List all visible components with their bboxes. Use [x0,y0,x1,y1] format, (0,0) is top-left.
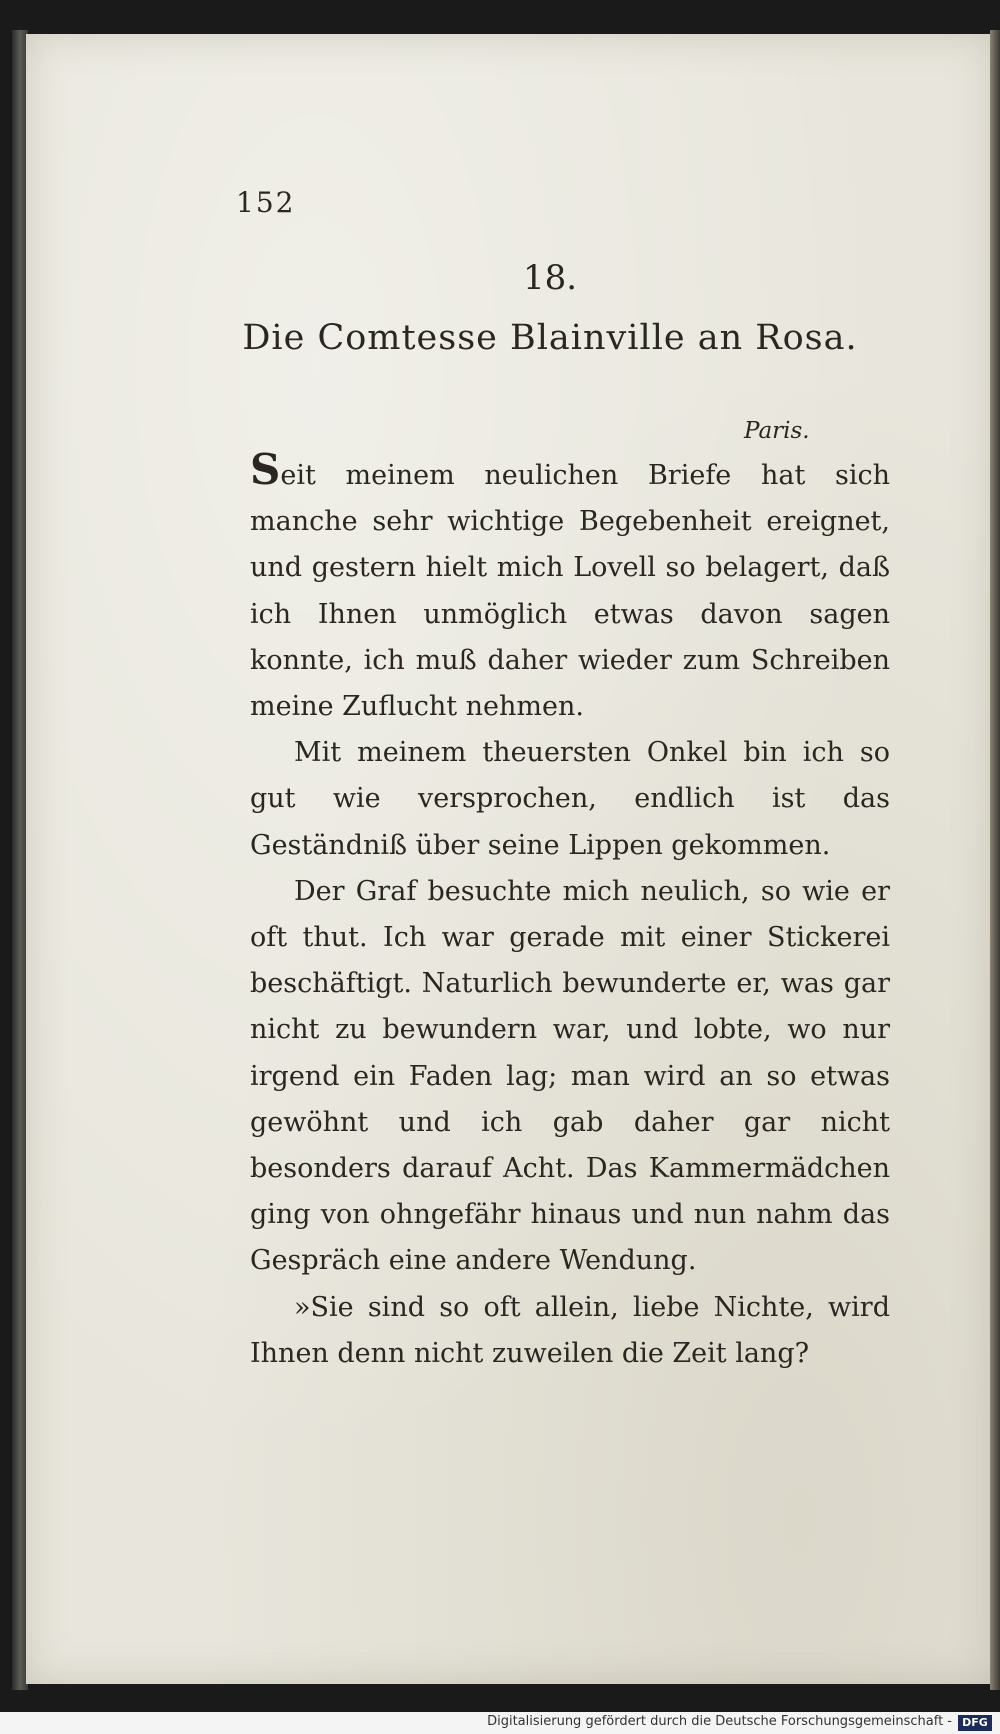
page-number: 152 [236,186,296,219]
paragraph-text: eit meinem neulichen Briefe hat sich manche sehr wichtige Begebenheit ereignet, und gestern hielt mich Lovell so belagert, daß ich Ihnen unmöglich etwas davon sagen konnte, ich muß daher wieder zum Schreiben meine Zuflucht nehmen. [250,460,890,723]
dfg-logo: DFG [958,1715,992,1731]
paragraph-1 [250,445,890,730]
footer-bar [0,1712,1000,1734]
paragraph-2: Mit meinem theuersten Onkel bin ich so gut wie versprochen, endlich ist das Geständniß über seine Lippen gekommen. [250,737,890,861]
paragraph-4: »Sie sind so oft allein, liebe Nichte, wird Ihnen denn nicht zuweilen die Zeit lang? [250,1291,890,1369]
chapter-number: 18. [522,258,578,298]
letter-title: Die Comtesse Blainville an Rosa. [242,318,858,358]
paragraph-3: Der Graf besuchte mich neulich, so wie er oft thut. Ich war gerade mit einer Stickerei beschäftigt. Naturlich bewunderte er, was gar nicht zu bewundern war, und lobte, wo nur irgend ein Faden lag; man wird an so etwas gewöhnt und ich gab daher gar nicht besonders darauf Acht. Das Kammermädchen ging von ohngefähr hinaus und nun nahm das Gespräch eine andere Wendung. [250,875,890,1277]
drop-cap: S [250,445,281,494]
letter-body [250,445,890,1377]
funding-notice: Digitalisierung gefördert durch die Deutsche Forschungsgemeinschaft - [487,1714,952,1729]
letter-place: Paris. [744,418,810,444]
